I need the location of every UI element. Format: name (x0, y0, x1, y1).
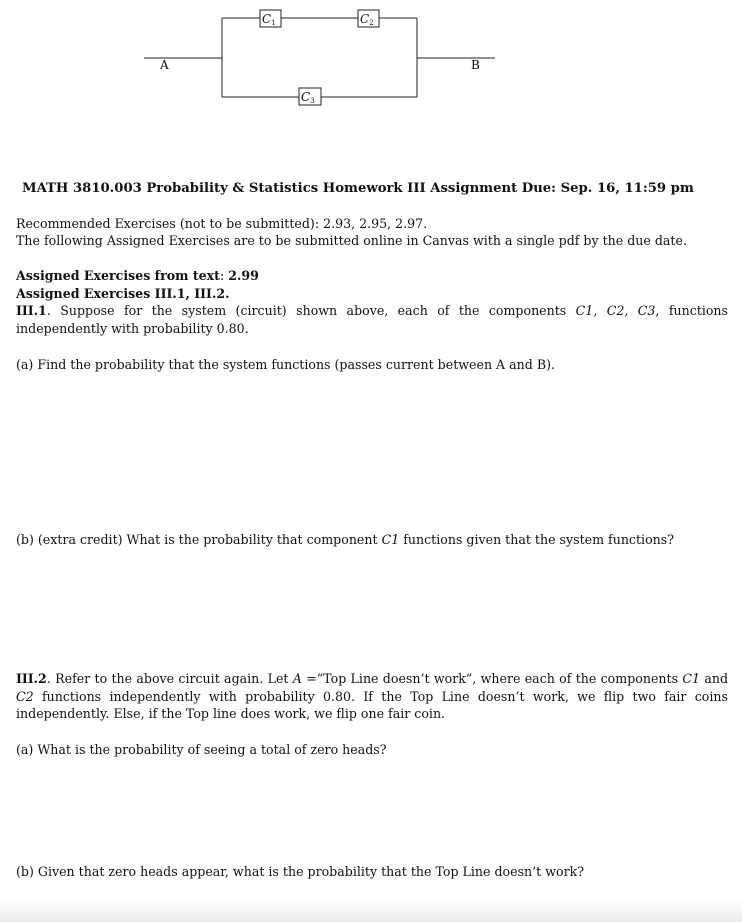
problem-iii2-text-d: functions independently with probability 0.80. If the Top Line doesn’t work, we flip two fair coins independently. Else, if the Top line does work, we flip one fair coin. (16, 688, 728, 721)
assigned-from-text-separator: : (220, 268, 229, 283)
problem-iii2-text-a: . Refer to the above circuit again. Let (46, 671, 293, 686)
problem-iii1-statement (16, 302, 728, 337)
assignment-title: MATH 3810.003 Probability & Statistics Homework III Assignment Due: Sep. 16, 11:59 pm (22, 181, 694, 196)
component-c1-label: C1 (262, 12, 276, 27)
problem-iii1-part-b-component: C1 (381, 532, 400, 547)
submission-instructions: The following Assigned Exercises are to be submitted online in Canvas with a single pdf by the due date. (16, 233, 687, 248)
problem-iii1-part-a: (a) Find the probability that the system functions (passes current between A and B). (16, 357, 556, 372)
problem-iii1-part-b-pre: (b) (extra credit) What is the probability that component (16, 532, 382, 547)
node-b-label: B (471, 58, 480, 72)
problem-iii1-part-b-post: functions given that the system functions? (399, 532, 674, 547)
problem-iii2-label: III.2 (16, 671, 47, 686)
assigned-from-text-value: 2.99 (228, 268, 259, 283)
problem-iii2-text-c: and (700, 671, 729, 686)
component-c2-label: C2 (360, 12, 374, 27)
problem-iii1-part-b (16, 531, 674, 548)
problem-iii2-part-b: (b) Given that zero heads appear, what is the probability that the Top Line doesn’t work? (16, 864, 584, 879)
problem-iii1-components: C1, C2, C3 (575, 303, 656, 318)
problem-iii1-text-a: . Suppose for the system (circuit) shown above, each of the components (46, 303, 576, 318)
problem-iii2-text-b: =“Top Line doesn’t work”, where each of the components (301, 671, 683, 686)
problem-iii2-component-2: C2 (16, 688, 34, 704)
problem-iii2-variable: A (292, 671, 302, 686)
problem-iii1-text-b: , functions independently with probability 0.80. (16, 303, 728, 336)
problem-iii2-component-1: C1 (682, 671, 701, 686)
page-bottom-edge (0, 900, 742, 922)
assigned-from-text (16, 267, 259, 284)
component-c3-label: C3 (301, 90, 315, 105)
recommended-exercises: Recommended Exercises (not to be submitted): 2.93, 2.95, 2.97. (16, 216, 428, 231)
problem-iii1-label: III.1 (16, 303, 47, 318)
problem-iii2-part-a: (a) What is the probability of seeing a total of zero heads? (16, 742, 387, 757)
assigned-iii-heading: Assigned Exercises III.1, III.2. (16, 286, 230, 301)
problem-iii2-statement (16, 670, 728, 723)
assigned-from-text-label: Assigned Exercises from text (16, 268, 221, 283)
circuit-diagram (0, 0, 742, 120)
node-a-label: A (160, 58, 169, 72)
